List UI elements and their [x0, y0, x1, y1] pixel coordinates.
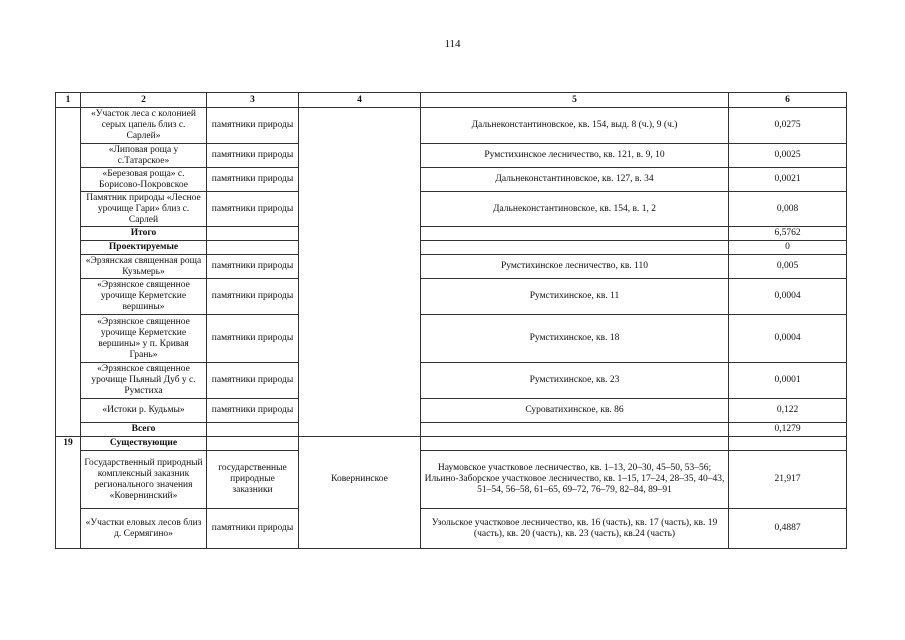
location-cell: Румстихинское, кв. 23: [421, 363, 729, 399]
group-heading: Существующие: [81, 437, 207, 451]
area-cell: 0,122: [729, 399, 847, 423]
object-name-cell: «Березовая роща» с. Борисово-Покровское: [81, 168, 207, 192]
object-type-cell: памятники природы: [207, 192, 299, 227]
object-name-cell: «Участок леса с колонией серых цапель близ с. Сарлей»: [81, 108, 207, 144]
section-number: 19: [56, 437, 81, 451]
total-row: [56, 423, 847, 437]
empty-cell: [207, 437, 299, 451]
object-type-cell: памятники природы: [207, 279, 299, 315]
area-cell: 6,5762: [729, 227, 847, 241]
object-name-cell: «Липовая роща у с.Татарское»: [81, 144, 207, 168]
header-cell: 4: [299, 93, 421, 108]
location-cell: Румстихинское лесничество, кв. 121, в. 9, 10: [421, 144, 729, 168]
empty-cell: [299, 437, 421, 451]
location-cell: Румстихинское, кв. 11: [421, 279, 729, 315]
object-type-cell: памятники природы: [207, 363, 299, 399]
area-cell: 0,0004: [729, 279, 847, 315]
object-name-cell: «Эрзянское священное урочище Пьяный Дуб у с. Румстиха: [81, 363, 207, 399]
area-cell: 0,0004: [729, 315, 847, 363]
group-heading-row: [56, 241, 847, 255]
district-cell: [299, 509, 421, 549]
header-cell: 2: [81, 93, 207, 108]
location-cell: Дальнеконстантиновское, кв. 127, в. 34: [421, 168, 729, 192]
location-cell: Румстихинское лесничество, кв. 110: [421, 255, 729, 279]
area-cell: 0,4887: [729, 509, 847, 549]
location-cell: Дальнеконстантиновское, кв. 154, в. 1, 2: [421, 192, 729, 227]
location-cell: Узольское участковое лесничество, кв. 16 (часть), кв. 17 (часть), кв. 19 (часть), кв. 20 (часть), кв. 23 (часть), кв.24 (часть): [421, 509, 729, 549]
empty-cell: [207, 227, 299, 241]
object-type-cell: памятники природы: [207, 315, 299, 363]
object-type-cell: памятники природы: [207, 108, 299, 144]
page-number: 114: [444, 38, 461, 50]
header-cell: 1: [56, 93, 81, 108]
location-cell: Суроватихинское, кв. 86: [421, 399, 729, 423]
table-row: [56, 399, 847, 423]
area-cell: 0,005: [729, 255, 847, 279]
table-row: [56, 192, 847, 227]
header-cell: 6: [729, 93, 847, 108]
area-cell: 0,0001: [729, 363, 847, 399]
location-cell: Наумовское участковое лесничество, кв. 1–13, 20–30, 45–50, 53–56; Ильино-Заборское участковое лесничество, кв. 1–15, 17–24, 28–35, 40–43, 51–54, 56–58, 61–65, 69–72, 76–79, 82–84, 89–91: [421, 451, 729, 509]
empty-cell: [421, 227, 729, 241]
empty-cell: [421, 423, 729, 437]
object-name-cell: «Эрзянская священная роща Кузьмерь»: [81, 255, 207, 279]
area-cell: 0,008: [729, 192, 847, 227]
empty-cell: [729, 437, 847, 451]
header-row: [56, 93, 847, 108]
area-cell: 0,0275: [729, 108, 847, 144]
subtotal-label: Итого: [81, 227, 207, 241]
area-cell: 0,0021: [729, 168, 847, 192]
table-row: [56, 108, 847, 144]
table-row: [56, 315, 847, 363]
empty-cell: [207, 241, 299, 255]
location-cell: Дальнеконстантиновское, кв. 154, выд. 8 (ч.), 9 (ч.): [421, 108, 729, 144]
area-cell: 21,917: [729, 451, 847, 509]
header-cell: 5: [421, 93, 729, 108]
row-number-cell: [56, 451, 81, 509]
object-type-cell: памятники природы: [207, 168, 299, 192]
empty-cell: [421, 437, 729, 451]
area-cell: 0,0025: [729, 144, 847, 168]
table-row: [56, 279, 847, 315]
object-type-cell: государственные природные заказники: [207, 451, 299, 509]
area-cell: 0,1279: [729, 423, 847, 437]
object-name-cell: «Эрзянское священное урочище Керметские вершины»: [81, 279, 207, 315]
object-name-cell: «Участки еловых лесов близ д. Сермягино»: [81, 509, 207, 549]
area-cell: 0: [729, 241, 847, 255]
row-number-cell: [56, 509, 81, 549]
location-cell: Румстихинское, кв. 18: [421, 315, 729, 363]
object-name-cell: «Эрзянское священное урочище Керметские вершины» у п. Кривая Грань»: [81, 315, 207, 363]
row-number-cell: [56, 108, 81, 437]
section-heading-row: [56, 437, 847, 451]
district-cell: Ковернинское: [299, 451, 421, 509]
empty-cell: [421, 241, 729, 255]
empty-cell: [207, 423, 299, 437]
table-row: [56, 255, 847, 279]
object-name-cell: Государственный природный комплексный заказник регионального значения «Ковернинский»: [81, 451, 207, 509]
table-row: [56, 509, 847, 549]
subtotal-row: [56, 227, 847, 241]
group-heading: Проектируемые: [81, 241, 207, 255]
object-type-cell: памятники природы: [207, 509, 299, 549]
protected-areas-table: [55, 92, 847, 549]
table-row: [56, 451, 847, 509]
total-label: Всего: [81, 423, 207, 437]
object-name-cell: «Истоки р. Кудьмы»: [81, 399, 207, 423]
district-cell: [299, 108, 421, 437]
object-type-cell: памятники природы: [207, 255, 299, 279]
object-type-cell: памятники природы: [207, 144, 299, 168]
header-cell: 3: [207, 93, 299, 108]
table-row: [56, 363, 847, 399]
object-type-cell: памятники природы: [207, 399, 299, 423]
table-row: [56, 144, 847, 168]
object-name-cell: Памятник природы «Лесное урочище Гари» близ с. Сарлей: [81, 192, 207, 227]
table-row: [56, 168, 847, 192]
